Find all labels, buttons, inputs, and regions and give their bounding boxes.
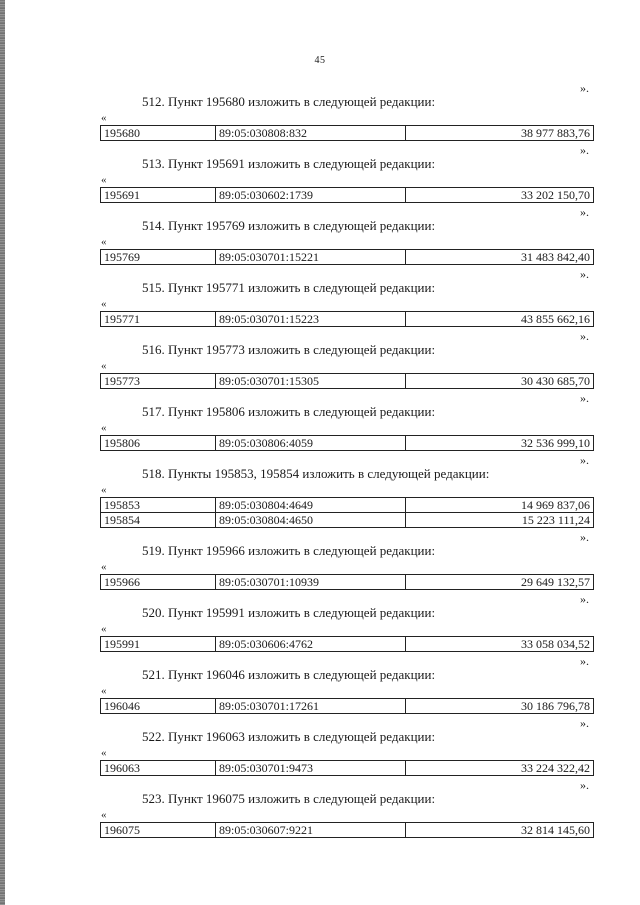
amendment-item <box>0 589 640 651</box>
amendment-heading: 520. Пункт 195991 изложить в следующей редакции: <box>142 605 436 620</box>
amendment-heading: 515. Пункт 195771 изложить в следующей редакции: <box>142 280 436 295</box>
item-number-cell: 195806 <box>101 436 216 451</box>
value-cell: 32 814 145,60 <box>406 823 594 838</box>
amendment-item <box>0 651 640 713</box>
cadastral-number-cell: 89:05:030602:1739 <box>216 188 406 203</box>
value-cell: 33 058 034,52 <box>406 637 594 652</box>
value-cell: 14 969 837,06 <box>406 498 594 513</box>
opening-quote-mark: « <box>101 623 107 635</box>
amendment-heading: 513. Пункт 195691 изложить в следующей редакции: <box>142 156 436 171</box>
closing-quote-mark: ». <box>580 391 589 405</box>
cadastral-number-cell: 89:05:030804:4649 <box>216 498 406 513</box>
value-cell: 29 649 132,57 <box>406 575 594 590</box>
amendment-item <box>0 450 640 527</box>
closing-quote-mark: ». <box>580 453 589 467</box>
amendments-list <box>0 78 640 837</box>
table-row <box>101 250 594 265</box>
amendment-item <box>0 140 640 202</box>
table-row <box>101 513 594 528</box>
entry-table <box>100 760 594 776</box>
page-number: 45 <box>314 55 326 66</box>
amendment-heading: 516. Пункт 195773 изложить в следующей редакции: <box>142 342 436 357</box>
amendment-heading: 522. Пункт 196063 изложить в следующей редакции: <box>142 729 436 744</box>
item-number-cell: 195991 <box>101 637 216 652</box>
value-cell: 31 483 842,40 <box>406 250 594 265</box>
entry-table <box>100 187 594 203</box>
opening-quote-mark: « <box>101 685 107 697</box>
amendment-heading: 512. Пункт 195680 изложить в следующей редакции: <box>142 94 436 109</box>
amendment-item <box>0 264 640 326</box>
closing-quote-mark: ». <box>580 530 589 544</box>
table-row <box>101 761 594 776</box>
amendment-item <box>0 326 640 388</box>
closing-quote-mark: ». <box>580 592 589 606</box>
opening-quote-mark: « <box>101 298 107 310</box>
cadastral-number-cell: 89:05:030606:4762 <box>216 637 406 652</box>
entry-table <box>100 435 594 451</box>
cadastral-number-cell: 89:05:030701:15223 <box>216 312 406 327</box>
amendment-heading: 521. Пункт 196046 изложить в следующей редакции: <box>142 667 436 682</box>
item-number-cell: 195769 <box>101 250 216 265</box>
entry-table <box>100 497 594 528</box>
opening-quote-mark: « <box>101 422 107 434</box>
closing-quote-mark: ». <box>580 654 589 668</box>
value-cell: 43 855 662,16 <box>406 312 594 327</box>
item-number-cell: 195771 <box>101 312 216 327</box>
table-row <box>101 575 594 590</box>
amendment-heading: 517. Пункт 195806 изложить в следующей редакции: <box>142 404 436 419</box>
amendment-item <box>0 775 640 837</box>
cadastral-number-cell: 89:05:030701:17261 <box>216 699 406 714</box>
amendment-item <box>0 713 640 775</box>
value-cell: 32 536 999,10 <box>406 436 594 451</box>
value-cell: 33 224 322,42 <box>406 761 594 776</box>
closing-quote-mark: ». <box>580 81 589 95</box>
table-row <box>101 637 594 652</box>
item-number-cell: 195680 <box>101 126 216 141</box>
closing-quote-mark: ». <box>580 205 589 219</box>
entry-table <box>100 125 594 141</box>
value-cell: 30 186 796,78 <box>406 699 594 714</box>
amendment-heading: 514. Пункт 195769 изложить в следующей редакции: <box>142 218 436 233</box>
cadastral-number-cell: 89:05:030701:9473 <box>216 761 406 776</box>
entry-table <box>100 249 594 265</box>
amendment-heading: 523. Пункт 196075 изложить в следующей редакции: <box>142 791 436 806</box>
table-row <box>101 188 594 203</box>
opening-quote-mark: « <box>101 484 107 496</box>
amendment-heading: 519. Пункт 195966 изложить в следующей редакции: <box>142 543 436 558</box>
amendment-item <box>0 527 640 589</box>
table-row <box>101 823 594 838</box>
opening-quote-mark: « <box>101 236 107 248</box>
entry-table <box>100 822 594 838</box>
closing-quote-mark: ». <box>580 267 589 281</box>
item-number-cell: 195853 <box>101 498 216 513</box>
opening-quote-mark: « <box>101 112 107 124</box>
opening-quote-mark: « <box>101 561 107 573</box>
closing-quote-mark: ». <box>580 143 589 157</box>
cadastral-number-cell: 89:05:030701:10939 <box>216 575 406 590</box>
cadastral-number-cell: 89:05:030607:9221 <box>216 823 406 838</box>
cadastral-number-cell: 89:05:030701:15221 <box>216 250 406 265</box>
item-number-cell: 195966 <box>101 575 216 590</box>
cadastral-number-cell: 89:05:030701:15305 <box>216 374 406 389</box>
value-cell: 15 223 111,24 <box>406 513 594 528</box>
entry-table <box>100 698 594 714</box>
item-number-cell: 196063 <box>101 761 216 776</box>
table-row <box>101 436 594 451</box>
amendment-heading: 518. Пункты 195853, 195854 изложить в следующей редакции: <box>142 466 490 481</box>
value-cell: 30 430 685,70 <box>406 374 594 389</box>
item-number-cell: 195773 <box>101 374 216 389</box>
closing-quote-mark: ». <box>580 716 589 730</box>
amendment-item <box>0 202 640 264</box>
cadastral-number-cell: 89:05:030808:832 <box>216 126 406 141</box>
cadastral-number-cell: 89:05:030806:4059 <box>216 436 406 451</box>
amendment-item <box>0 388 640 450</box>
item-number-cell: 195854 <box>101 513 216 528</box>
opening-quote-mark: « <box>101 809 107 821</box>
table-row <box>101 126 594 141</box>
table-row <box>101 699 594 714</box>
amendment-item <box>0 78 640 140</box>
opening-quote-mark: « <box>101 360 107 372</box>
closing-quote-mark: ». <box>580 329 589 343</box>
value-cell: 38 977 883,76 <box>406 126 594 141</box>
opening-quote-mark: « <box>101 174 107 186</box>
table-row <box>101 312 594 327</box>
value-cell: 33 202 150,70 <box>406 188 594 203</box>
cadastral-number-cell: 89:05:030804:4650 <box>216 513 406 528</box>
entry-table <box>100 574 594 590</box>
item-number-cell: 195691 <box>101 188 216 203</box>
opening-quote-mark: « <box>101 747 107 759</box>
entry-table <box>100 311 594 327</box>
item-number-cell: 196075 <box>101 823 216 838</box>
entry-table <box>100 636 594 652</box>
table-row <box>101 374 594 389</box>
table-row <box>101 498 594 513</box>
closing-quote-mark: ». <box>580 778 589 792</box>
item-number-cell: 196046 <box>101 699 216 714</box>
entry-table <box>100 373 594 389</box>
